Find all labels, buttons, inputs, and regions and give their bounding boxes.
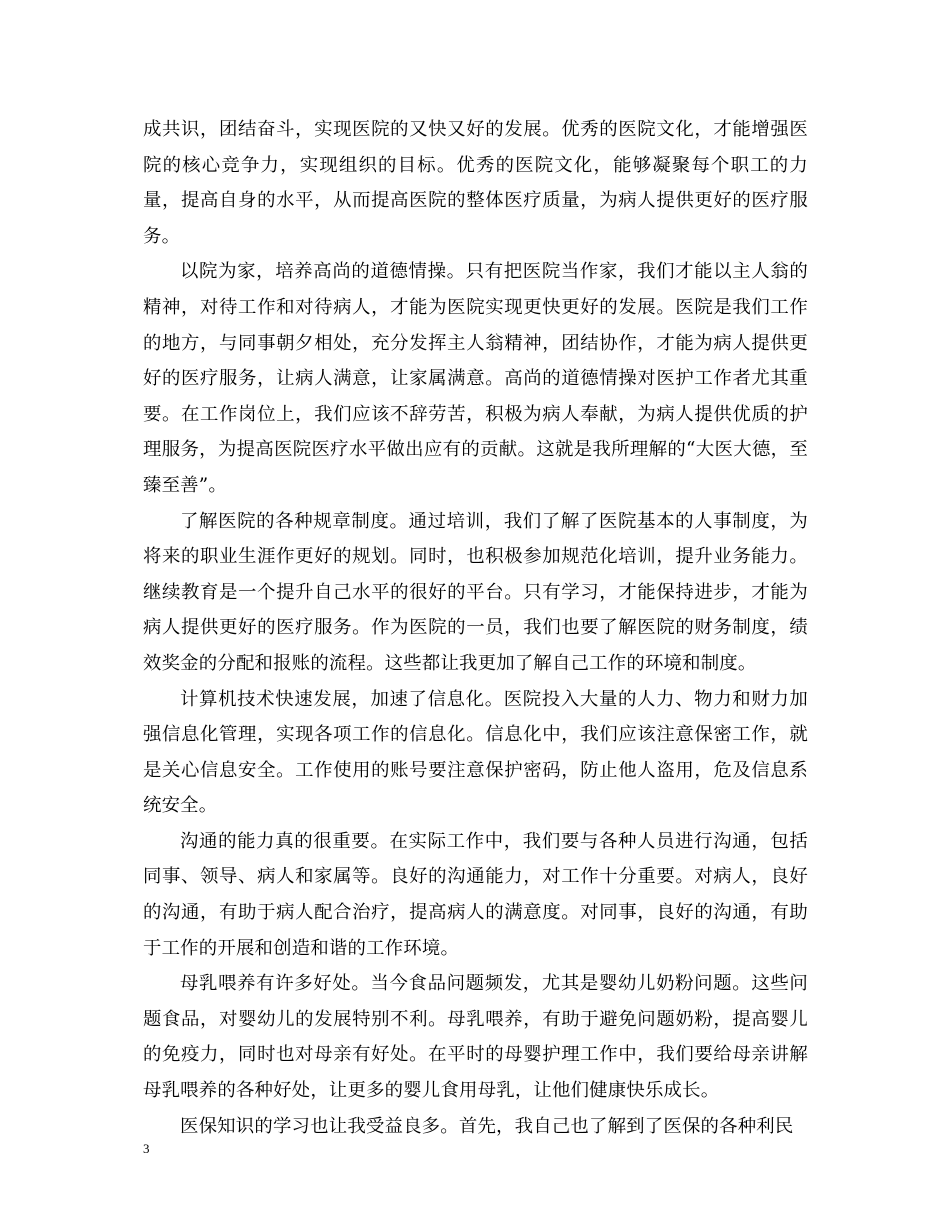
paragraph-3: 了解医院的各种规章制度。通过培训，我们了解了医院基本的人事制度，为将来的职业生涯作更好的规划。同时，也积极参加规范化培训，提升业务能力。继续教育是一个提升自己水平的很好的平台。只有学习，才能保持进步，才能为病人提供更好的医疗服务。作为医院的一员，我们也要了解医院的财务制度，绩效奖金的分配和报账的流程。这些都让我更加了解自己工作的环境和制度。 <box>143 510 808 674</box>
page-number: 3 <box>143 1141 150 1156</box>
paragraph-5: 沟通的能力真的很重要。在实际工作中，我们要与各种人员进行沟通，包括同事、领导、病人和家属等。良好的沟通能力，对工作十分重要。对病人，良好的沟通，有助于病人配合治疗，提高病人的满意度。对同事，良好的沟通，有助于工作的开展和创造和谐的工作环境。 <box>143 830 808 959</box>
paragraph-1: 成共识，团结奋斗，实现医院的又快又好的发展。优秀的医院文化，才能增强医院的核心竞争力，实现组织的目标。优秀的医院文化，能够凝聚每个职工的力量，提高自身的水平，从而提高医院的整体医疗质量，为病人提供更好的医疗服务。 <box>143 119 808 247</box>
paragraph-7: 医保知识的学习也让我受益良多。首先，我自己也了解到了医保的各种利民 <box>180 1115 794 1137</box>
paragraph-4: 计算机技术快速发展，加速了信息化。医院投入大量的人力、物力和财力加强信息化管理，实现各项工作的信息化。信息化中，我们应该注意保密工作，就是关心信息安全。工作使用的账号要注意保护密码，防止他人盗用，危及信息系统安全。 <box>143 688 808 817</box>
document-body <box>143 112 808 1144</box>
paragraph-6: 母乳喂养有许多好处。当今食品问题频发，尤其是婴幼儿奶粉问题。这些问题食品，对婴幼儿的发展特别不利。母乳喂养，有助于避免问题奶粉，提高婴儿的免疫力，同时也对母亲有好处。在平时的母婴护理工作中，我们要给母亲讲解母乳喂养的各种好处，让更多的婴儿食用母乳，让他们健康快乐成长。 <box>143 973 808 1102</box>
paragraph-2: 以院为家，培养高尚的道德情操。只有把医院当作家，我们才能以主人翁的精神，对待工作和对待病人，才能为医院实现更快更好的发展。医院是我们工作的地方，与同事朝夕相处，充分发挥主人翁精神，团结协作，才能为病人提供更好的医疗服务，让病人满意，让家属满意。高尚的道德情操对医护工作者尤其重要。在工作岗位上，我们应该不辞劳苦，积极为病人奉献，为病人提供优质的护理服务，为提高医院医疗水平做出应有的贡献。这就是我所理解的“大医大德，至臻至善”。 <box>143 261 808 496</box>
